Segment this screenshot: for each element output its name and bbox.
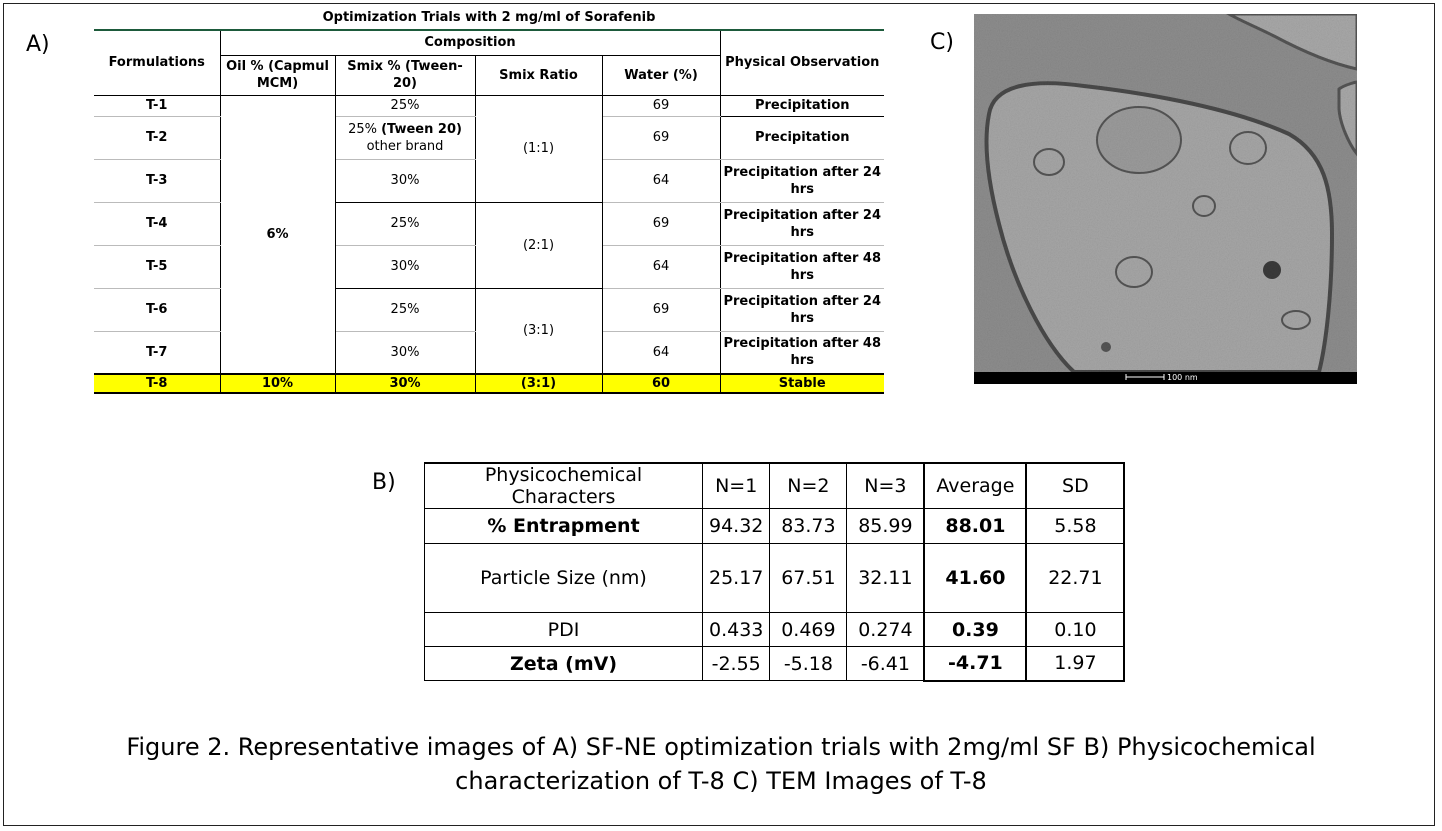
header-smix-ratio: Smix Ratio: [475, 55, 602, 95]
formulation-name: T-5: [94, 245, 220, 288]
header-formulations: Formulations: [94, 30, 220, 95]
average-value: 0.39: [924, 613, 1026, 647]
n2-value: 83.73: [770, 509, 847, 544]
table-row: [425, 544, 1125, 613]
observation-value: Precipitation: [720, 116, 884, 159]
observation-value: Precipitation after 48 hrs: [720, 245, 884, 288]
oil-value: 10%: [220, 374, 335, 393]
header-smix: Smix % (Tween-20): [335, 55, 475, 95]
water-value: 69: [602, 116, 720, 159]
character-label: Particle Size (nm): [425, 544, 703, 613]
character-label: PDI: [425, 613, 703, 647]
water-value: 64: [602, 159, 720, 202]
header-n3: N=3: [847, 463, 925, 509]
table-a-title: Optimization Trials with 2 mg/ml of Sorafenib: [94, 5, 884, 30]
table-header-row: [425, 463, 1125, 509]
table-row: [425, 613, 1125, 647]
n2-value: -5.18: [770, 647, 847, 681]
caption-line-2: characterization of T-8 C) TEM Images of T-8: [455, 767, 987, 795]
smix-value: 25%: [335, 288, 475, 331]
n3-value: 32.11: [847, 544, 925, 613]
average-value: 41.60: [924, 544, 1026, 613]
formulation-name: T-6: [94, 288, 220, 331]
figure-caption: [40, 730, 1402, 798]
smix-ratio-group: (1:1): [475, 95, 602, 202]
formulation-name: T-2: [94, 116, 220, 159]
smix-value: 25%: [335, 95, 475, 116]
header-sd: SD: [1026, 463, 1124, 509]
table-row: [94, 288, 884, 331]
sd-value: 1.97: [1026, 647, 1124, 681]
smix-value: [335, 116, 475, 159]
formulation-name: T-7: [94, 331, 220, 374]
water-value: 69: [602, 288, 720, 331]
panel-label-b: B): [372, 470, 396, 495]
smix-ratio-value: (3:1): [475, 374, 602, 393]
n1-value: 0.433: [703, 613, 770, 647]
n3-value: -6.41: [847, 647, 925, 681]
character-label: Zeta (mV): [425, 647, 703, 681]
header-n2: N=2: [770, 463, 847, 509]
table-row-highlight: [94, 374, 884, 393]
smix-ratio-group: (2:1): [475, 202, 602, 288]
header-n1: N=1: [703, 463, 770, 509]
character-label: % Entrapment: [425, 509, 703, 544]
formulation-name: T-8: [94, 374, 220, 393]
smix-value: 30%: [335, 245, 475, 288]
water-value: 60: [602, 374, 720, 393]
observation-value: Precipitation after 24 hrs: [720, 288, 884, 331]
formulation-name: T-1: [94, 95, 220, 116]
sd-value: 22.71: [1026, 544, 1124, 613]
header-oil: Oil % (Capmul MCM): [220, 55, 335, 95]
formulation-name: T-4: [94, 202, 220, 245]
n2-value: 67.51: [770, 544, 847, 613]
header-observation: Physical Observation: [720, 30, 884, 95]
average-value: 88.01: [924, 509, 1026, 544]
panel-label-a: A): [26, 32, 50, 57]
observation-value: Precipitation after 48 hrs: [723, 336, 882, 369]
water-value: 69: [602, 95, 720, 116]
n3-value: 85.99: [847, 509, 925, 544]
n3-value: 0.274: [847, 613, 925, 647]
smix-ratio-group: (3:1): [475, 288, 602, 374]
smix-value: 30%: [335, 331, 475, 374]
header-average: Average: [924, 463, 1026, 509]
header-composition: Composition: [220, 30, 720, 55]
smix-value: 25%: [335, 202, 475, 245]
average-value: -4.71: [924, 647, 1026, 681]
table-row: [94, 95, 884, 116]
tem-micrograph: [974, 14, 1357, 384]
observation-value: Precipitation after 24 hrs: [720, 202, 884, 245]
optimization-trials-table: [94, 5, 884, 394]
oil-percent-group: 6%: [220, 95, 335, 374]
smix-value-brand: (Tween 20): [381, 121, 462, 137]
smix-value: 30%: [335, 159, 475, 202]
table-row: [425, 647, 1125, 681]
smix-value: 30%: [335, 374, 475, 393]
tem-scale-bar-strip: [974, 372, 1357, 384]
n1-value: 94.32: [703, 509, 770, 544]
formulation-name: T-3: [94, 159, 220, 202]
physicochemical-table: [424, 462, 1125, 682]
sd-value: 5.58: [1026, 509, 1124, 544]
header-water: Water (%): [602, 55, 720, 95]
observation-value: Precipitation after 24 hrs: [720, 159, 884, 202]
caption-line-1: Figure 2. Representative images of A) SF-NE optimization trials with 2mg/ml SF B) Physicochemical: [126, 733, 1316, 761]
n2-value: 0.469: [770, 613, 847, 647]
water-value: 64: [602, 331, 720, 374]
water-value: 64: [602, 245, 720, 288]
water-value: 69: [602, 202, 720, 245]
n1-value: -2.55: [703, 647, 770, 681]
smix-value-part: 25%: [348, 121, 382, 137]
smix-value-note: other brand: [366, 138, 444, 154]
tem-scale-label: 100 nm: [1167, 373, 1198, 382]
panel-label-c: C): [930, 30, 954, 55]
n1-value: 25.17: [703, 544, 770, 613]
sd-value: 0.10: [1026, 613, 1124, 647]
observation-value: Stable: [720, 374, 884, 393]
tem-image: [974, 14, 1357, 384]
table-row: [425, 509, 1125, 544]
table-row: [94, 202, 884, 245]
observation-value: Precipitation: [720, 95, 884, 116]
header-characters: Physicochemical Characters: [425, 463, 703, 509]
